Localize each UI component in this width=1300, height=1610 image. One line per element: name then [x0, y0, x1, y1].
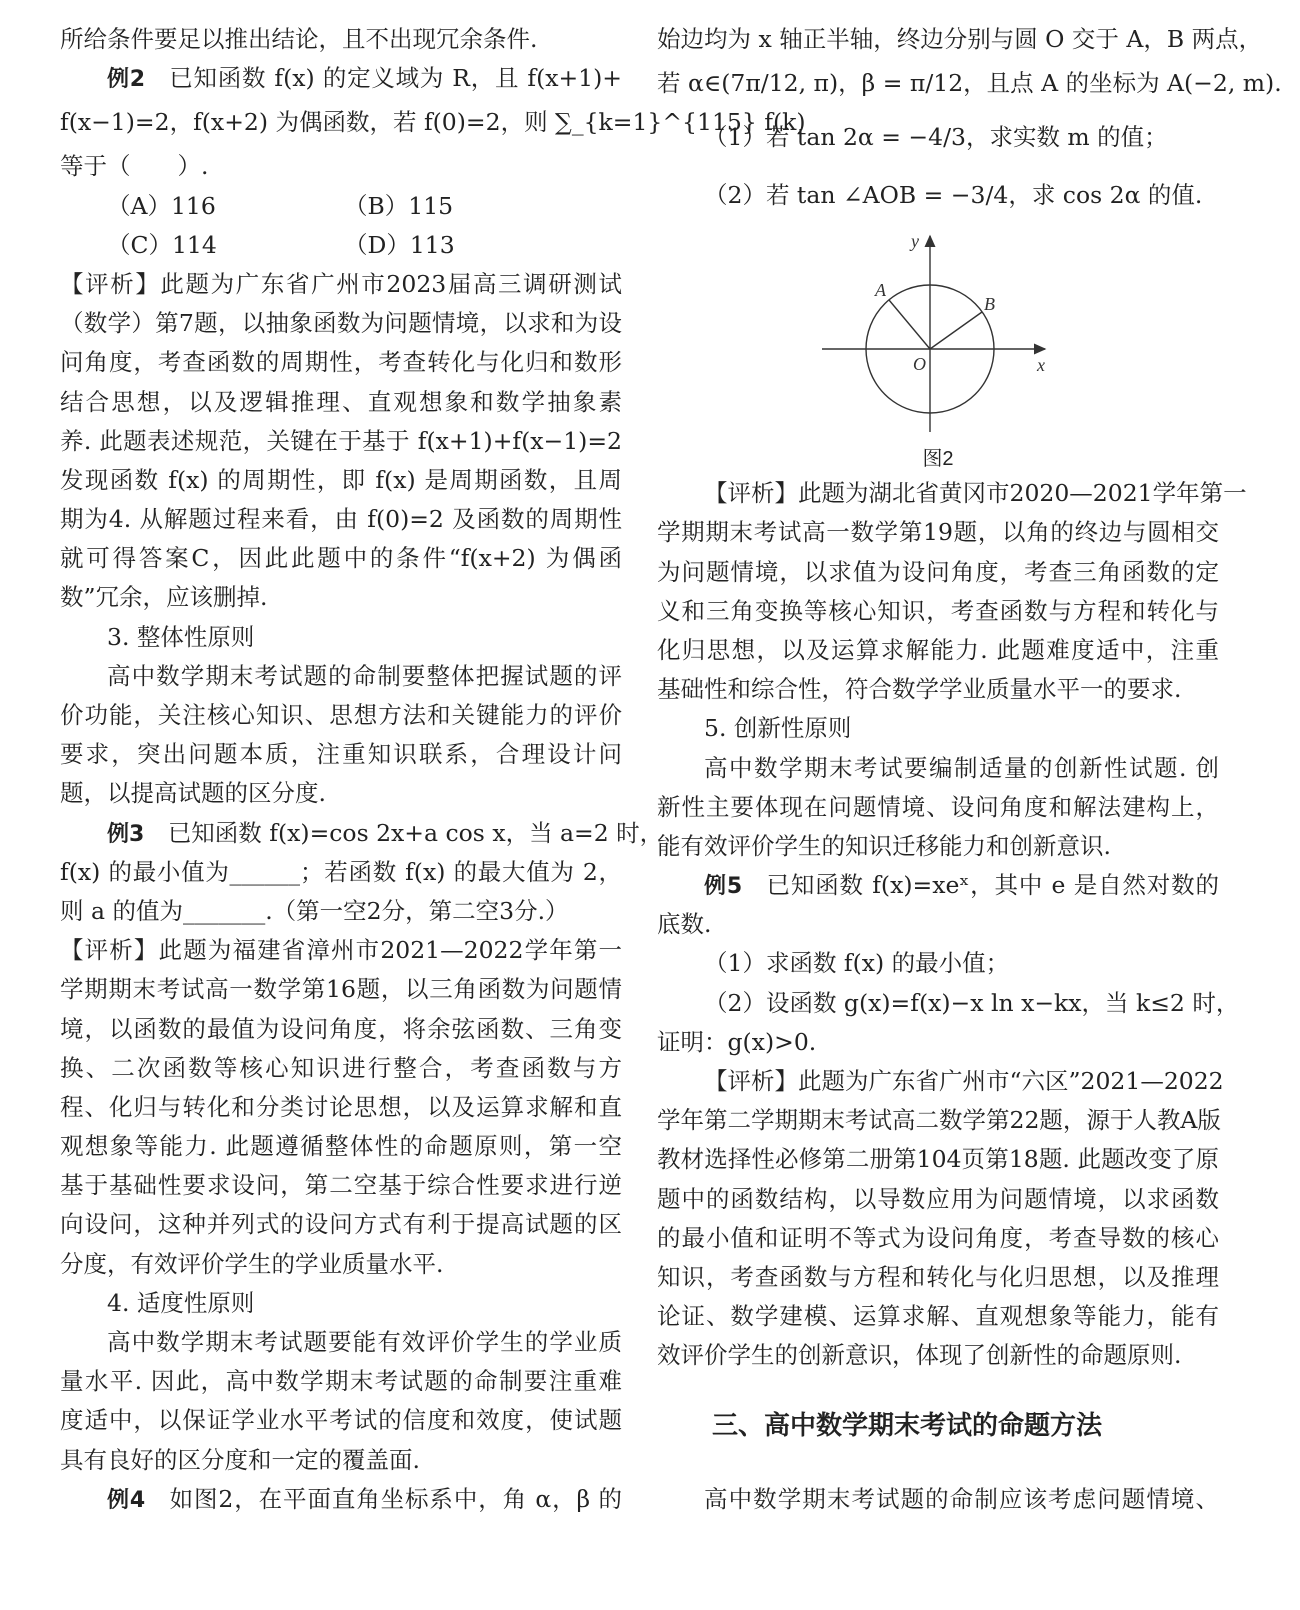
option-label: （B）115 [344, 191, 454, 220]
point-b-label: B [984, 294, 995, 315]
text-line: （2）若 tan ∠AOB = −3/4，求 cos 2α 的值. [704, 181, 1203, 210]
answer-options-row [60, 226, 622, 265]
example-line [60, 59, 622, 98]
text-line: 题，以提高试题的区分度. [60, 779, 326, 808]
example-line [657, 866, 1219, 905]
text-line: 结合思想，以及逻辑推理、直观想象和数学抽象素 [60, 387, 622, 416]
text-line: 度适中，以保证学业水平考试的信度和效度，使试题 [60, 1406, 622, 1435]
y-axis-label: y [911, 231, 919, 252]
text-line: 程、化归与转化和分类讨论思想，以及运算求解和直 [60, 1092, 622, 1121]
figure-caption: 图2 [922, 448, 954, 471]
text-line: 【评析】此题为福建省漳州市2021—2022学年第一 [60, 936, 622, 965]
example-text: 已知函数 f(x)=xeˣ，其中 e 是自然对数的 [765, 871, 1219, 900]
section-heading: 三、高中数学期末考试的命题方法 [712, 1410, 1103, 1441]
example-text: 已知函数 f(x)=cos 2x+a cos x，当 a=2 时， [167, 818, 664, 847]
unit-circle-diagram [657, 224, 1219, 474]
text-line: 【评析】此题为广东省广州市2023届高三调研测试 [60, 269, 622, 298]
example-text: 如图2，在平面直角坐标系中，角 α，β 的 [168, 1484, 622, 1513]
text-line: 所给条件要足以推出结论，且不出现冗余条件. [60, 25, 538, 53]
example-line [60, 814, 664, 853]
text-line: （2）设函数 g(x)=f(x)−x ln x−kx，当 k≤2 时， [704, 988, 1240, 1017]
text-line: 题中的函数结构，以导数应用为问题情境，以求函数 [657, 1184, 1219, 1213]
text-line: （1）求函数 f(x) 的最小值； [704, 949, 1010, 978]
text-line: 高中数学期末考试题要能有效评价学生的学业质 [107, 1328, 622, 1356]
text-line: 数”冗余，应该删掉. [60, 583, 268, 612]
last-paragraph-line: 高中数学期末考试题的命制应该考虑问题情境、 [704, 1484, 1219, 1513]
text-line: 学期期末考试高一数学第19题，以角的终边与圆相交 [657, 518, 1219, 547]
text-line: 底数. [657, 910, 712, 939]
text-line: 观想象等能力. 此题遵循整体性的命题原则，第一空 [60, 1132, 622, 1161]
example-text: 已知函数 f(x) 的定义域为 R，且 f(x+1)+ [168, 64, 622, 93]
example-label: 例5 [704, 874, 743, 900]
text-line: 学年第二学期期末考试高二数学第22题，源于人教A版 [657, 1106, 1221, 1135]
text-line: 基于基础性要求设问，第二空基于综合性要求进行逆 [60, 1171, 622, 1200]
text-line: 若 α∈(7π/12, π)，β = π/12，且点 A 的坐标为 A(−2, m). [657, 69, 1282, 98]
text-line: 证明：g(x)>0. [657, 1027, 817, 1056]
figure-2 [657, 224, 1219, 474]
text-line: 义和三角变换等核心知识，考查函数与方程和转化与 [657, 596, 1219, 625]
text-line: （数学）第7题，以抽象函数为问题情境，以求和为设 [60, 309, 622, 338]
text-line: 基础性和综合性，符合数学学业质量水平一的要求. [657, 675, 1182, 704]
text-line: 期为4. 从解题过程来看，由 f(0)=2 及函数的周期性 [60, 505, 622, 534]
ray-ob [930, 312, 982, 349]
option-label: （C）114 [107, 230, 217, 259]
example-4-continued [657, 20, 1282, 224]
text-line: 具有良好的区分度和一定的覆盖面. [60, 1445, 420, 1474]
text-line: 新性主要体现在问题情境、设问角度和解法建构上， [657, 792, 1219, 821]
text-line: 就可得答案C，因此此题中的条件“f(x+2) 为偶函 [60, 544, 622, 573]
text-line: 等于（ ）. [60, 152, 209, 181]
text-line: f(x−1)=2，f(x+2) 为偶函数，若 f(0)=2，则 ∑_{k=1}^{115} f(k) [60, 108, 806, 137]
example-label: 例3 [107, 821, 145, 847]
text-line: 3. 整体性原则 [107, 622, 255, 651]
text-line: 养. 此题表述规范，关键在于基于 f(x+1)+f(x−1)=2 [60, 426, 622, 455]
text-line: 高中数学期末考试要编制适量的创新性试题. 创 [704, 753, 1219, 782]
text-line: 知识，考查函数与方程和转化与化归思想，以及推理 [657, 1262, 1219, 1291]
text-line: 则 a 的值为_______.（第一空2分，第二空3分.） [60, 896, 569, 925]
text-line: f(x) 的最小值为______；若函数 f(x) 的最大值为 2， [60, 857, 622, 886]
right-column-text [657, 474, 1247, 1375]
text-line: 能有效评价学生的知识迁移能力和创新意识. [657, 831, 1111, 860]
right-column [657, 20, 1282, 1519]
example-line [60, 1480, 622, 1519]
text-line: 4. 适度性原则 [107, 1288, 255, 1317]
text-line: 始边均为 x 轴正半轴，终边分别与圆 O 交于 A，B 两点， [657, 25, 1263, 53]
example-label: 例4 [107, 1487, 146, 1513]
text-line: 为问题情境，以求值为设问角度，考查三角函数的定 [657, 557, 1219, 586]
answer-options-row [60, 187, 622, 226]
x-axis-label: x [1037, 355, 1045, 376]
text-line: 分度，有效评价学生的学业质量水平. [60, 1249, 444, 1278]
text-line: 教材选择性必修第二册第104页第18题. 此题改变了原 [657, 1145, 1219, 1174]
text-line: 【评析】此题为湖北省黄冈市2020—2021学年第一 [704, 479, 1247, 508]
text-line: 问角度，考查函数的周期性，考查转化与化归和数形 [60, 348, 622, 377]
option-label: （A）116 [107, 191, 216, 220]
text-line: 高中数学期末考试题的命制要整体把握试题的评 [107, 661, 622, 690]
text-line: 向设问，这种并列式的设问方式有利于提高试题的区 [60, 1210, 622, 1239]
text-line: 5. 创新性原则 [704, 714, 852, 743]
ray-oa [889, 300, 930, 349]
text-line: 论证、数学建模、运算求解、直观想象等能力，能有 [657, 1302, 1219, 1331]
text-line: 要求，突出问题本质，注重知识联系，合理设计问 [60, 740, 622, 769]
text-line: 换、二次函数等核心知识进行整合，考查函数与方 [60, 1053, 622, 1082]
option-label: （D）113 [344, 230, 455, 259]
text-line: 学期期末考试高一数学第16题，以三角函数为问题情 [60, 975, 622, 1004]
text-line: 的最小值和证明不等式为设问角度，考查导数的核心 [657, 1223, 1219, 1252]
text-line: 化归思想，以及运算求解能力. 此题难度适中，注重 [657, 635, 1219, 664]
text-line: （1）若 tan 2α = −4/3，求实数 m 的值； [704, 123, 1168, 152]
text-line: 境，以函数的最值为设问角度，将余弦函数、三角变 [60, 1014, 622, 1043]
origin-label: O [913, 354, 926, 375]
text-line: 【评析】此题为广东省广州市“六区”2021—2022 [704, 1067, 1224, 1095]
text-line: 效评价学生的创新意识，体现了创新性的命题原则. [657, 1341, 1182, 1370]
text-line: 价功能，关注核心知识、思想方法和关键能力的评价 [60, 701, 622, 729]
text-line: 发现函数 f(x) 的周期性，即 f(x) 是周期函数，且周 [60, 465, 622, 494]
text-line: 量水平. 因此，高中数学期末考试题的命制要注重难 [60, 1367, 622, 1396]
example-label: 例2 [107, 67, 146, 93]
point-a-label: A [875, 280, 886, 301]
